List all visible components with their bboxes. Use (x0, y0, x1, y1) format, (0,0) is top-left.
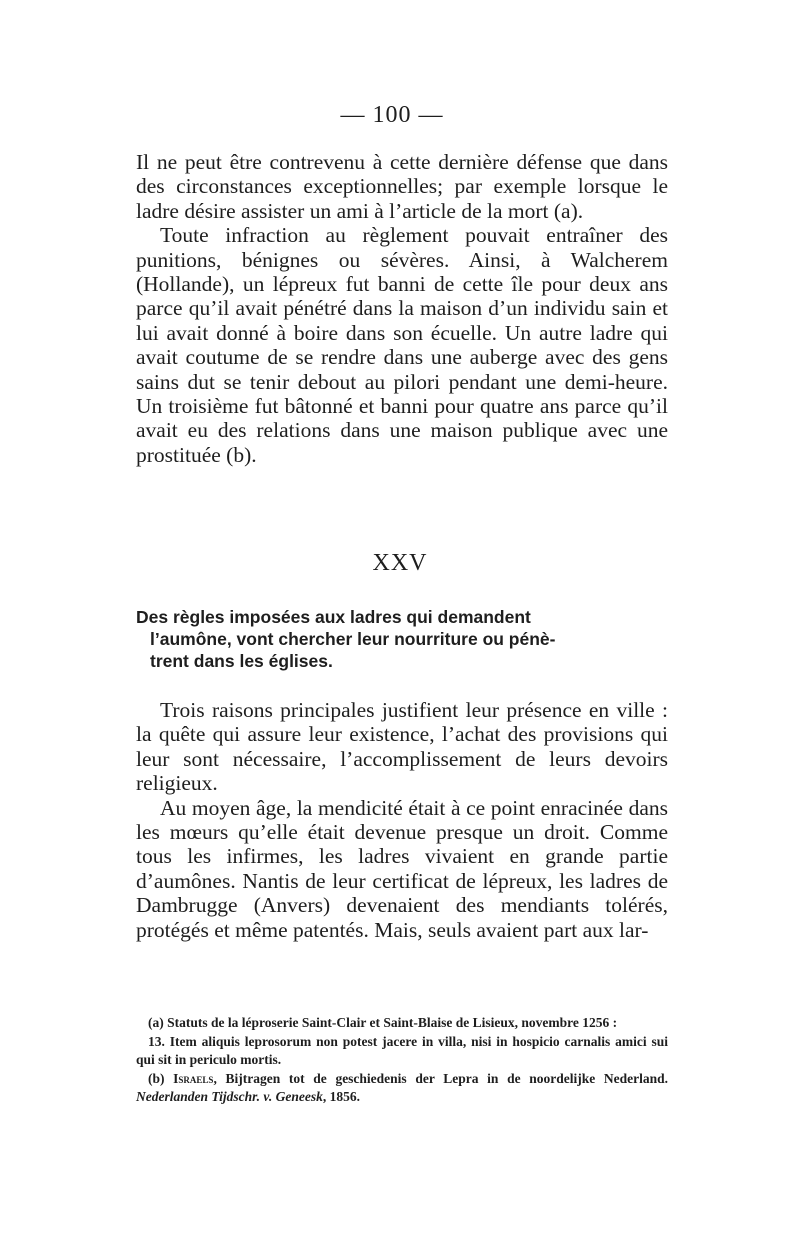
section-heading-line-2: l’aumône, vont chercher leur nourriture ou pénè- (150, 629, 556, 649)
section-heading-line-3: trent dans les églises. (150, 651, 333, 671)
footnote-b-text: , Bijtragen tot de geschiedenis der Lepra in de noordelijke Nederland. (213, 1070, 669, 1086)
paragraph-4: Au moyen âge, la mendicité était à ce point enracinée dans les mœurs qu’elle était devenue presque un droit. Comme tous les infirmes, les ladres vivaient en grande partie d’aumônes. Nantis de leur certificat de lépreux, les ladres de Dambrugge (Anvers) devenaient des mendiants tolérés, protégés et même patentés. Mais, seuls avaient part aux lar- (136, 795, 668, 942)
section-heading-line-1: Des règles imposées aux ladres qui demandent (136, 607, 531, 627)
footnote-a: (a) Statuts de la léproserie Saint-Clair et Saint-Blaise de Lisieux, novembre 1256 : (148, 1015, 618, 1030)
paragraph-3: Trois raisons principales justifient leur présence en ville : la quête qui assure leur existence, l’achat des provisions qui leur sont nécessaire, l’accomplissement de leurs devoirs religieux. (136, 698, 668, 796)
text-block-1 (136, 150, 668, 467)
text-block-2 (136, 698, 668, 942)
footnote-b-journal: Nederlanden Tijdschr. v. Geneesk (136, 1089, 323, 1105)
footnote-b (136, 1070, 668, 1107)
footnote-a-continuation: 13. Item aliquis leprosorum non potest jacere in villa, nisi in hospicio carnalis amici sui qui sit in periculo mortis. (136, 1033, 668, 1068)
paragraph-2: Toute infraction au règlement pouvait entraîner des punitions, bénignes ou sévères. Ainsi, à Walcherem (Hollande), un lépreux fut banni de cette île pour deux ans parce qu’il avait pénétré dans la maison d’un individu sain et lui avait donné à boire dans son écuelle. Un autre ladre qui avait coutume de se rendre dans une auberge avec des gens sains dut se tenir debout au pilori pendant une demi-heure. Un troisième fut bâtonné et banni pour quatre ans parce qu’il avait eu des relations dans une maison publique avec une prostituée (b). (136, 223, 668, 467)
section-number: XXV (372, 550, 428, 576)
page-number: — 100 — (340, 102, 444, 128)
footnote-b-author: Israels (173, 1070, 214, 1086)
footnotes (136, 1014, 668, 1107)
footnote-b-year: , 1856. (322, 1089, 360, 1105)
paragraph-1: Il ne peut être contrevenu à cette dernière défense que dans des circonstances exceptionnelles; par exemple lorsque le ladre désire assister un ami à l’article de la mort (a). (136, 150, 668, 223)
footnote-b-marker: (b) (148, 1070, 165, 1086)
section-heading (136, 606, 668, 672)
